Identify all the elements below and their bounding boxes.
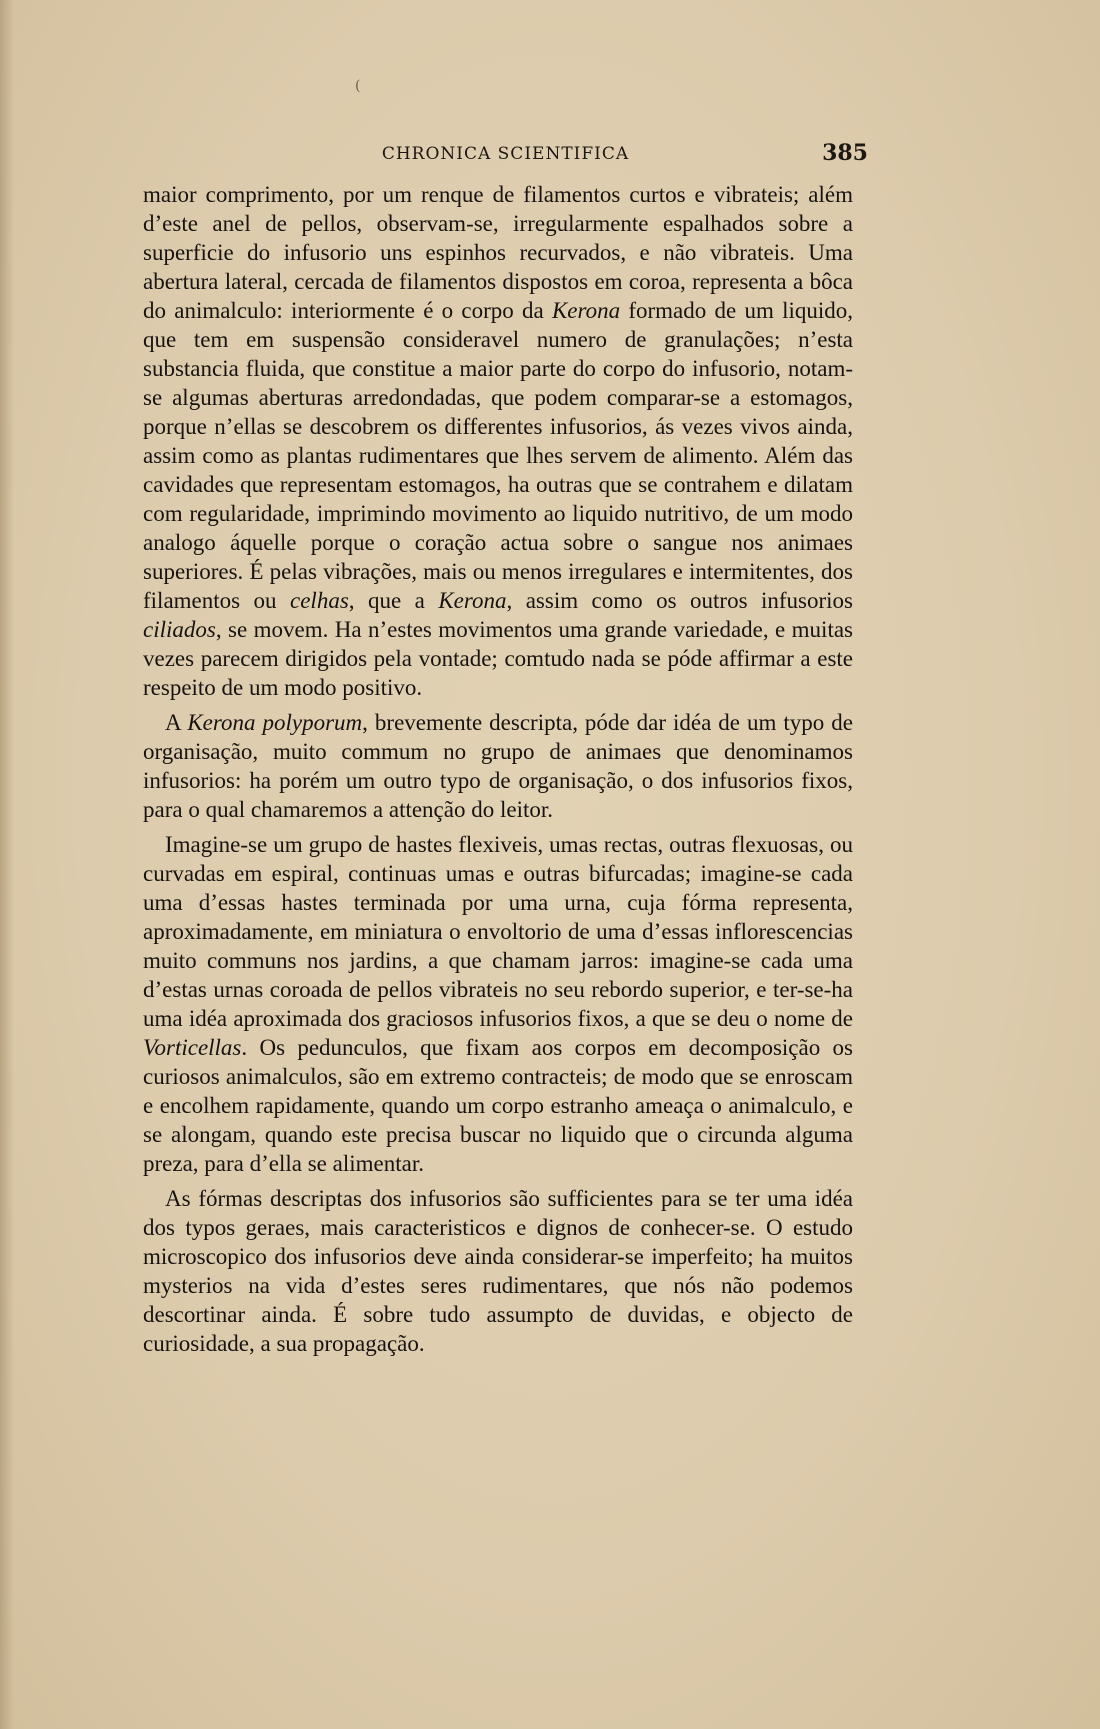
paragraph-1-text-e: , se movem. Ha n’estes movimentos uma grande variedade, e muitas vezes parecem dirigidos pela vontade; comtudo nada se póde affirmar a este respeito de um modo positivo. xyxy=(143,617,853,700)
paragraph-4 xyxy=(143,1184,853,1358)
paragraph-1-text-a: maior comprimento, por um renque de filamentos curtos e vibrateis; além d’este anel de pellos, observam-se, irregularmente espalhados sobre a superficie do infusorio uns espinhos recurvados, e não vibrateis. Uma abertura lateral, cercada de filamentos dispostos em coroa, representa a bôca do animalculo: interiormente é o corpo da xyxy=(143,182,853,323)
paragraph-1-text-b: formado de um liquido, que tem em suspensão consideravel numero de granulações; n’esta substancia fluida, que constitue a maior parte do corpo do infusorio, notam-se algumas aberturas arredondadas, que podem comparar-se a estomagos, porque n’ellas se descobrem os differentes infusorios, ás vezes vivos ainda, assim como as plantas rudimentares que lhes servem de alimento. Além das cavidades que representam estomagos, ha outras que se contrahem e dilatam com regularidade, imprimindo movimento ao liquido nutritivo, de um modo analogo áquelle porque o coração actua sobre o sangue nos animaes superiores. É pelas vibrações, mais ou menos irregulares e intermitentes, dos filamentos ou xyxy=(143,298,853,613)
paragraph-4-text: As fórmas descriptas dos infusorios são sufficientes para se ter uma idéa dos typos geraes, mais caracteristicos e dignos de conhecer-se. O estudo microscopico dos infusorios deve ainda considerar-se imperfeito; ha muitos mysterios na vida d’estes seres rudimentares, que nós não podemos descortinar ainda. É sobre tudo assumpto de duvidas, e objecto de curiosidade, a sua propagação. xyxy=(143,1186,853,1356)
paragraph-2-text-a: A xyxy=(165,710,188,735)
paragraph-1-text-c: , que a xyxy=(348,588,439,613)
paragraph-1 xyxy=(143,180,853,702)
page-number: 385 xyxy=(822,140,868,166)
paragraph-3-text-b: . Os pedunculos, que fixam aos corpos em decomposição os curiosos animalculos, são em extremo contracteis; de modo que se enroscam e encolhem rapidamente, quando um corpo estranho ameaça o animalculo, e se alongam, quando este precisa buscar no liquido que o circunda alguma preza, para d’ella se alimentar. xyxy=(143,1035,853,1176)
paragraph-2-text-b: , brevemente descripta, póde dar idéa de um typo de organisação, muito commum no grupo de animaes que denominamos infusorios: ha porém um outro typo de organisação, o dos infusorios fixos, para o qual chamaremos a attenção do leitor. xyxy=(143,710,854,822)
paragraph-1-italic-kerona: Kerona xyxy=(551,298,621,323)
paragraph-2 xyxy=(143,708,853,824)
paragraph-1-italic-ciliados: ciliados xyxy=(143,617,216,642)
paragraph-3-text-a: Imagine-se um grupo de hastes flexiveis, umas rectas, outras flexuosas, ou curvadas em espiral, continuas umas e outras bifurcadas; imagine-se cada uma d’essas hastes terminada por uma urna, cuja fórma representa, aproximadamente, em miniatura o envoltorio de uma d’essas inflorescencias muito communs nos jardins, a que chamam jarros: imagine-se cada uma d’estas urnas coroada de pellos vibrateis no seu rebordo superior, e ter-se-ha uma idéa aproximada dos graciosos infusorios fixos, a que se deu o nome de xyxy=(143,832,853,1031)
ink-speck-mark: ( xyxy=(355,78,361,94)
paragraph-3-italic-vorticellas: Vorticellas xyxy=(143,1035,242,1060)
paragraph-2-italic-kerona-polyporum: Kerona polyporum xyxy=(187,710,363,735)
paragraph-3 xyxy=(143,830,853,1178)
page-header xyxy=(143,140,868,170)
paragraph-1-text-d: , assim como os outros infusorios xyxy=(506,588,853,613)
paragraph-1-italic-kerona-2: Kerona xyxy=(438,588,507,613)
page-edge-shadow xyxy=(0,0,14,1729)
running-title: CHRONICA SCIENTIFICA xyxy=(381,144,630,164)
body-text xyxy=(143,180,853,1364)
paragraph-1-italic-celhas: celhas xyxy=(290,588,349,613)
